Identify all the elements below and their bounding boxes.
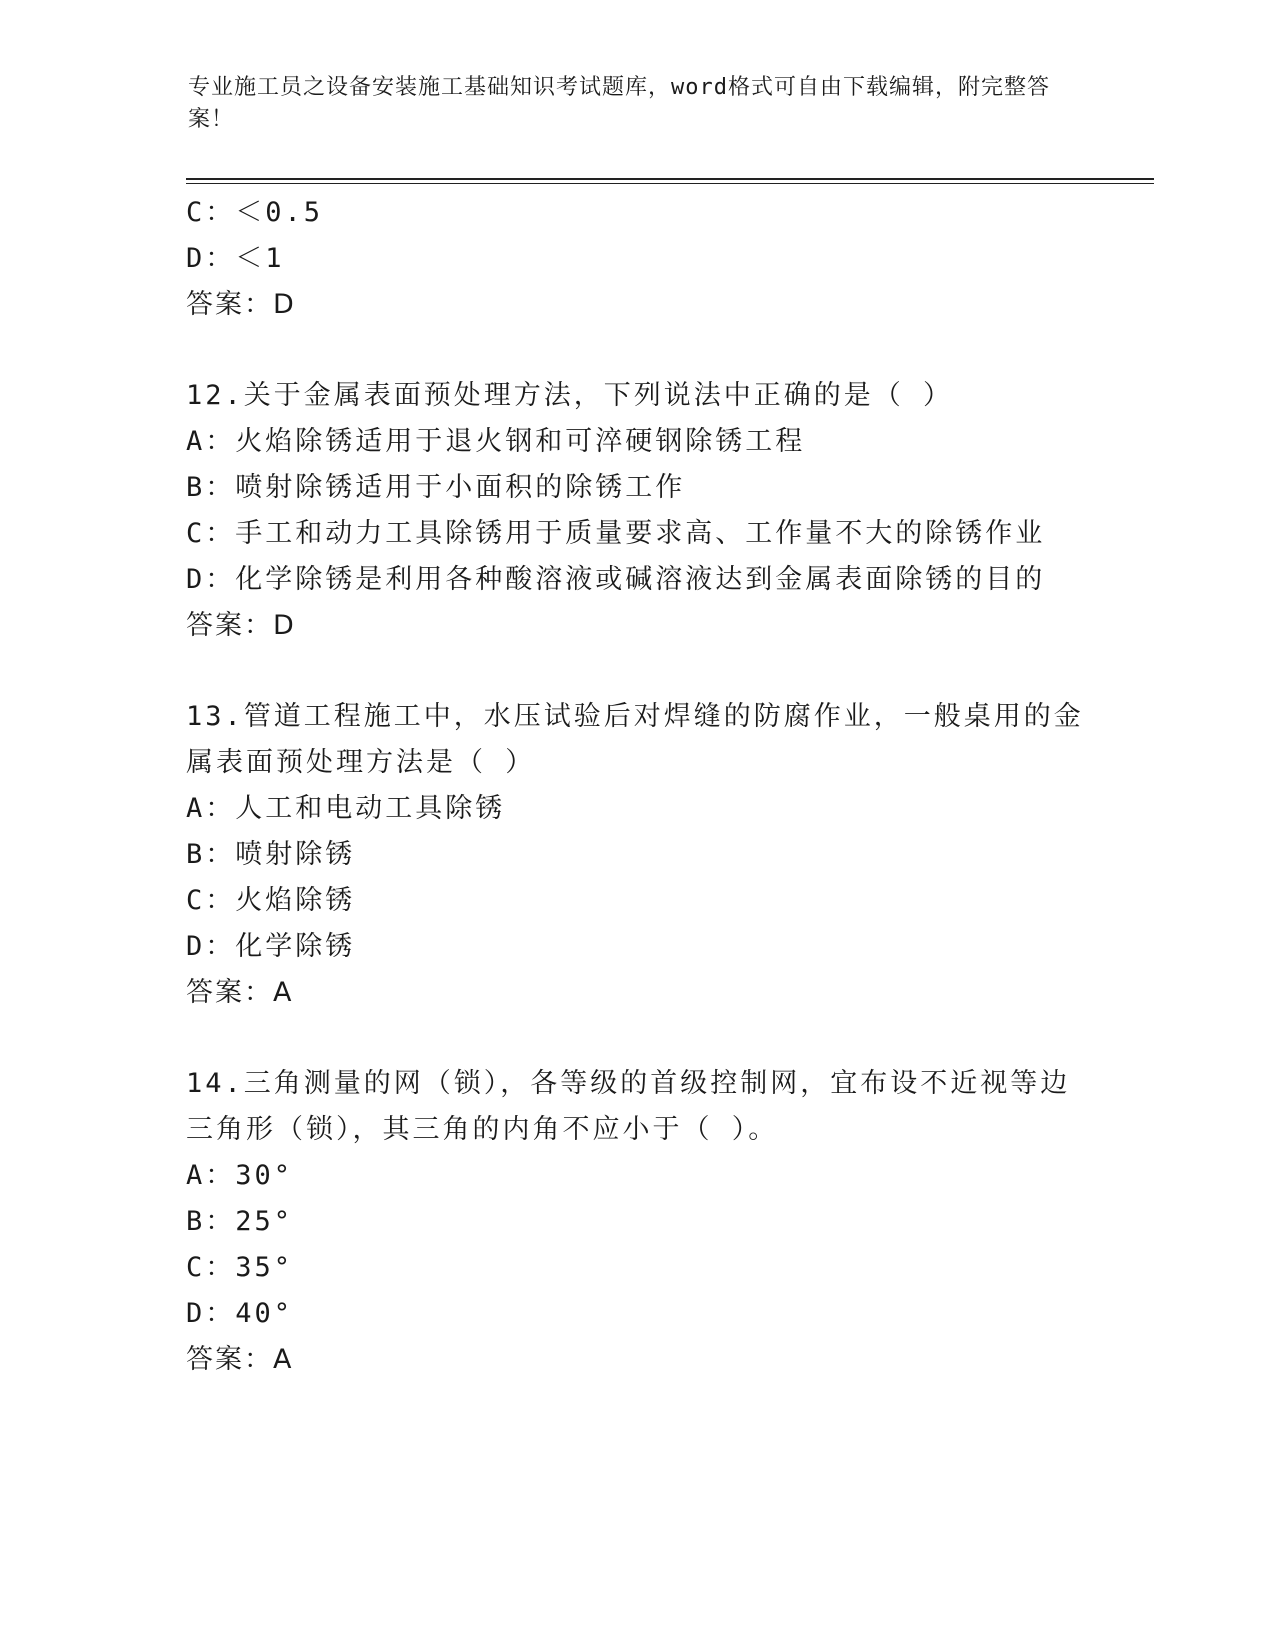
document-header: 专业施工员之设备安装施工基础知识考试题库，word格式可自由下载编辑，附完整答案！ — [188, 75, 1050, 132]
question-list — [186, 190, 1086, 1383]
question-block — [186, 373, 1086, 649]
answer-line: 答案：A — [186, 1344, 294, 1375]
question-stem: 14.三角测量的网（锁），各等级的首级控制网，宜布设不近视等边三角形（锁），其三角的内角不应小于（ ）。 — [186, 1068, 1071, 1145]
option-line: B：喷射除锈 — [186, 839, 356, 870]
answer-line: 答案：A — [186, 977, 294, 1008]
question-block — [186, 190, 1086, 328]
question-stem: 13.管道工程施工中，水压试验后对焊缝的防腐作业，一般桌用的金属表面预处理方法是（ ） — [186, 701, 1084, 778]
answer-line: 答案：D — [186, 289, 296, 320]
option-line: A：人工和电动工具除锈 — [186, 793, 506, 824]
option-line: B：25° — [186, 1206, 294, 1237]
option-line: C：35° — [186, 1252, 294, 1283]
option-line: D：化学除锈是利用各种酸溶液或碱溶液达到金属表面除锈的目的 — [186, 564, 1046, 595]
option-line: D：40° — [186, 1298, 294, 1329]
option-line: B：喷射除锈适用于小面积的除锈工作 — [186, 472, 686, 503]
question-stem: 12.关于金属表面预处理方法，下列说法中正确的是（ ） — [186, 380, 954, 411]
option-line: C：＜0.5 — [186, 197, 324, 228]
option-line: A：火焰除锈适用于退火钢和可淬硬钢除锈工程 — [186, 426, 806, 457]
header-divider-thin — [186, 183, 1154, 184]
option-line: D：＜1 — [186, 243, 285, 274]
question-block — [186, 694, 1086, 1016]
option-line: A：30° — [186, 1160, 294, 1191]
answer-line: 答案：D — [186, 610, 296, 641]
option-line: C：手工和动力工具除锈用于质量要求高、工作量不大的除锈作业 — [186, 518, 1046, 549]
option-line: D：化学除锈 — [186, 931, 356, 962]
header-divider-thick — [186, 178, 1154, 180]
option-line: C：火焰除锈 — [186, 885, 356, 916]
question-block — [186, 1061, 1086, 1383]
